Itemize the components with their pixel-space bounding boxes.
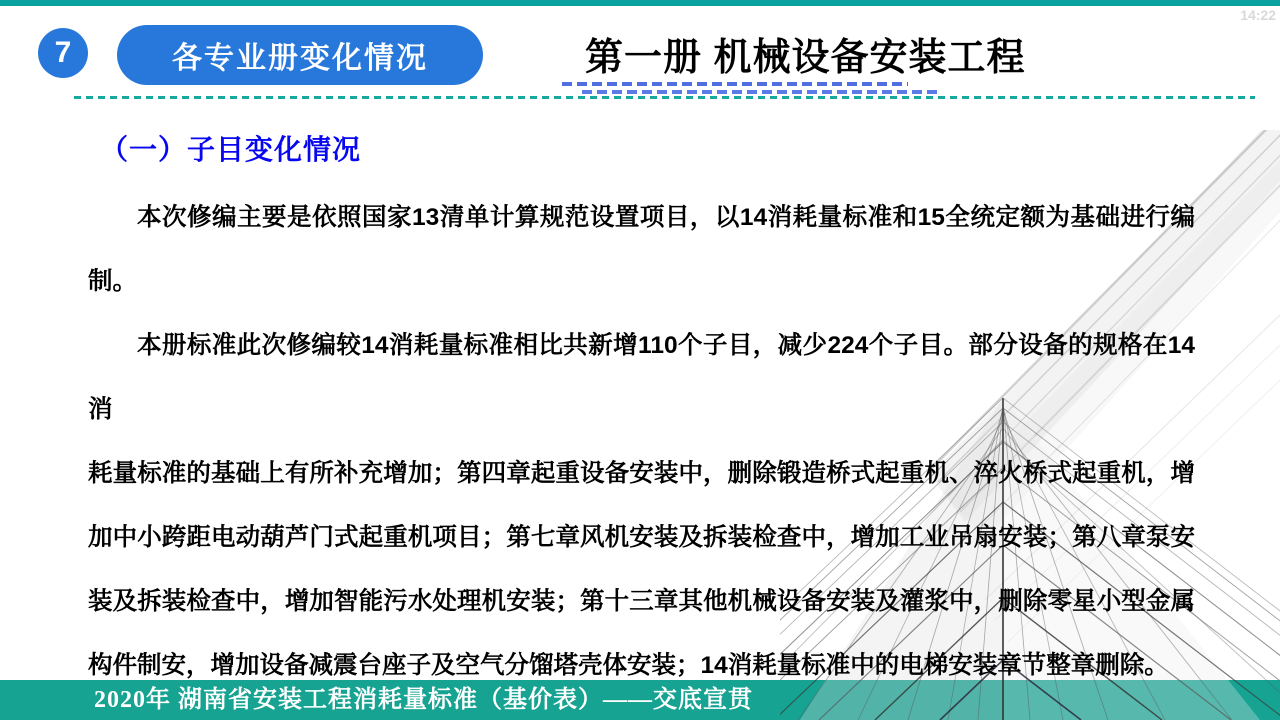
title-underline-dashed-top [562, 82, 908, 86]
section-tab [117, 25, 483, 85]
footer-caption: 2020年 湖南省安装工程消耗量标准（基价表）——交底宣贯 [94, 687, 753, 713]
body-text-line: 耗量标准的基础上有所补充增加；第四章起重设备安装中，删除锻造桥式起重机、淬火桥式起重机，增 [88, 460, 1195, 487]
header-divider-dashed [74, 96, 1255, 99]
body-text-line: 加中小跨距电动葫芦门式起重机项目；第七章风机安装及拆装检查中，增加工业吊扇安装；第八章泵安 [88, 524, 1195, 551]
page-title: 第一册 机械设备安装工程 [585, 37, 1026, 79]
section-number-badge [38, 28, 88, 78]
section-number-label: 7 [54, 36, 72, 69]
body-text-line: 构件制安，增加设备减震台座子及空气分馏塔壳体安装；14消耗量标准中的电梯安装章节整章删除。 [88, 652, 1169, 679]
clock-watermark: 14:22 [1240, 7, 1276, 23]
title-underline-dashed-bottom [582, 90, 940, 94]
top-accent-strip [0, 0, 1280, 6]
section-tab-label: 各专业册变化情况 [172, 42, 428, 75]
body-text-line: 装及拆装检查中，增加智能污水处理机安装；第十三章其他机械设备安装及灌浆中，删除零星小型金属 [88, 588, 1195, 615]
body-text-line: 本册标准此次修编较14消耗量标准相比共新增110个子目，减少224个子目。部分设备的规格在14消 [88, 332, 1195, 423]
body-text-block [88, 186, 1195, 698]
subsection-heading: （一）子目变化情况 [100, 134, 362, 165]
body-text-line: 本次修编主要是依照国家13清单计算规范设置项目，以14消耗量标准和15全统定额为基础进行编制。 [88, 204, 1195, 295]
